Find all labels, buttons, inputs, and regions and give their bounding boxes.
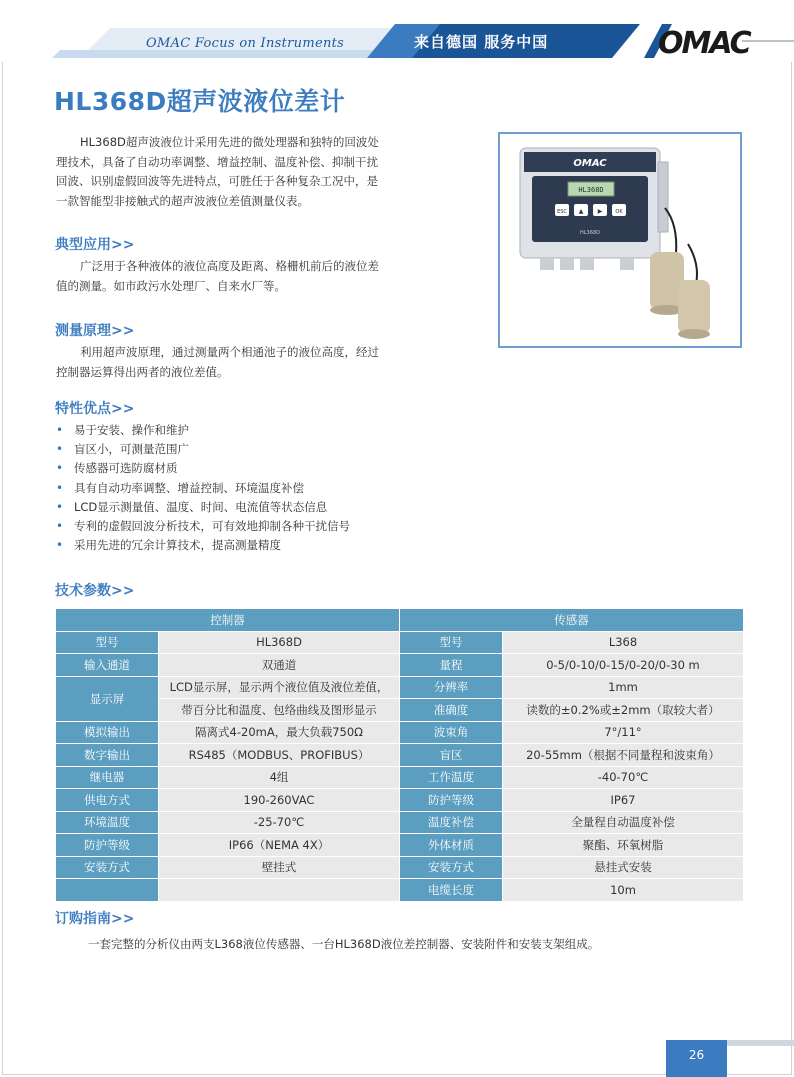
table-row: [56, 699, 744, 722]
intro-line: 理技术，具备了自动功率调整、增益控制、温度补偿、抑制干扰: [56, 154, 378, 169]
table-row: [56, 856, 744, 879]
svg-text:OMAC: OMAC: [658, 26, 750, 61]
feature-text: 传感器可选防腐材质: [74, 461, 178, 476]
sensor-value: 0-5/0-10/0-15/0-20/0-30 m: [503, 654, 744, 677]
omac-logo: [640, 20, 750, 61]
controller-value: 190-260VAC: [159, 789, 400, 812]
key-ok: OK: [615, 209, 623, 215]
feature-item: [56, 536, 476, 555]
sensor-label: 准确度: [400, 699, 503, 722]
applications-line: 广泛用于各种液体的液位高度及距离、格栅机前后的液位差: [80, 259, 379, 273]
table-row: [56, 631, 744, 654]
feature-item: [56, 440, 476, 459]
controller-value: HL368D: [159, 631, 400, 654]
sensor-value: 读数的±0.2%或±2mm（取较大者）: [503, 699, 744, 722]
intro-line: HL368D超声波液位计采用先进的微处理器和独特的回波处: [80, 135, 379, 149]
key-right: ▶: [597, 208, 603, 215]
table-row: [56, 811, 744, 834]
feature-text: 采用先进的冗余计算技术，提高测量精度: [74, 538, 281, 553]
intro-line: 一款智能型非接触式的超声波液位差值测量仪表。: [56, 193, 309, 208]
feature-text: 盲区小，可测量范围广: [74, 442, 189, 457]
controller-label: 模拟输出: [56, 721, 159, 744]
device-model-label: HL368D: [580, 230, 600, 236]
applications-heading: 典型应用>>: [55, 237, 135, 253]
sensor-label: 盲区: [400, 744, 503, 767]
sensor-label: 量程: [400, 654, 503, 677]
sensor-value: 悬挂式安装: [503, 856, 744, 879]
order-heading: 订购指南>>: [55, 911, 135, 927]
device-display-text: HL368D: [578, 186, 604, 194]
sensor-label: 安装方式: [400, 856, 503, 879]
controller-label: 型号: [56, 631, 159, 654]
product-illustration: [500, 134, 740, 346]
feature-text: LCD显示测量值、温度、时间、电流值等状态信息: [74, 499, 328, 514]
controller-value: 双通道: [159, 654, 400, 677]
table-row: [56, 676, 744, 699]
feature-item: [56, 459, 476, 478]
bullet-icon: •: [56, 538, 64, 553]
feature-item: [56, 421, 476, 440]
key-up: ▲: [578, 208, 584, 215]
controller-label: 输入通道: [56, 654, 159, 677]
feature-text: 具有自动功率调整、增益控制、环境温度补偿: [74, 480, 304, 495]
controller-value: RS485（MODBUS、PROFIBUS）: [159, 744, 400, 767]
principle-line: 利用超声波原理，通过测量两个相通池子的液位高度，经过: [80, 345, 379, 359]
page-title: HL368D超声波液位差计: [54, 87, 346, 116]
bullet-icon: •: [56, 442, 64, 457]
header-tagline: 来自德国 服务中国: [414, 33, 549, 51]
specs-header-row: [56, 609, 744, 632]
sensor-label: 防护等级: [400, 789, 503, 812]
controller-label: [56, 879, 159, 902]
principle-line: 控制器运算得出两者的液位差值。: [56, 364, 229, 379]
order-text: 一套完整的分析仪由两支L368液位传感器、一台HL368D液位差控制器、安装附件和安装支架组成。: [88, 937, 600, 951]
sensor-label: 外体材质: [400, 834, 503, 857]
controller-value: -25-70℃: [159, 811, 400, 834]
specs-table: [55, 608, 744, 902]
sensor-label: 分辨率: [400, 676, 503, 699]
bullet-icon: •: [56, 518, 64, 533]
sensor-label: 工作温度: [400, 766, 503, 789]
sensor-label: 波束角: [400, 721, 503, 744]
sensor-value: 7°/11°: [503, 721, 744, 744]
controller-label: 数字输出: [56, 744, 159, 767]
controller-label: 继电器: [56, 766, 159, 789]
sensor-value: 1mm: [503, 676, 744, 699]
bullet-icon: •: [56, 480, 64, 495]
controller-header: 控制器: [56, 609, 400, 632]
sensor-label: 电缆长度: [400, 879, 503, 902]
controller-label: 防护等级: [56, 834, 159, 857]
controller-value: 4组: [159, 766, 400, 789]
corner-bar: [727, 1040, 794, 1046]
controller-label: 供电方式: [56, 789, 159, 812]
features-list: [56, 421, 476, 555]
sensor-header: 传感器: [400, 609, 744, 632]
controller-value: 隔离式4-20mA，最大负载750Ω: [159, 721, 400, 744]
bullet-icon: •: [56, 423, 64, 437]
key-esc: ESC: [557, 209, 567, 215]
applications-line: 值的测量。如市政污水处理厂、自来水厂等。: [56, 278, 286, 293]
feature-text: 专利的虚假回波分析技术，可有效地抑制各种干扰信号: [74, 518, 350, 533]
controller-value: 带百分比和温度、包络曲线及图形显示: [159, 699, 400, 722]
sensor-value: L368: [503, 631, 744, 654]
table-row: [56, 879, 744, 902]
table-row: [56, 654, 744, 677]
applications-paragraph: [56, 257, 476, 296]
specs-heading: 技术参数>>: [55, 583, 135, 599]
sensor-value: 10m: [503, 879, 744, 902]
table-row: [56, 834, 744, 857]
sensor-label: 型号: [400, 631, 503, 654]
product-photo: [498, 132, 742, 348]
sensor-value: -40-70℃: [503, 766, 744, 789]
principle-heading: 测量原理>>: [55, 323, 135, 339]
table-row: [56, 789, 744, 812]
intro-paragraph: [56, 133, 476, 211]
table-row: [56, 744, 744, 767]
controller-value: LCD显示屏，显示两个液位值及液位差值，: [159, 676, 400, 699]
table-row: [56, 721, 744, 744]
sensor-label: 温度补偿: [400, 811, 503, 834]
page-number: 26: [688, 1048, 705, 1062]
device-logo: OMAC: [573, 158, 607, 169]
sensor-value: 全量程自动温度补偿: [503, 811, 744, 834]
feature-item: [56, 479, 476, 498]
table-row: [56, 766, 744, 789]
principle-paragraph: [56, 343, 476, 382]
bullet-icon: •: [56, 499, 64, 514]
controller-label: 安装方式: [56, 856, 159, 879]
controller-label: 显示屏: [56, 676, 159, 721]
features-heading: 特性优点>>: [55, 401, 135, 417]
sensor-value: 聚酯、环氧树脂: [503, 834, 744, 857]
controller-value: IP66（NEMA 4X）: [159, 834, 400, 857]
header-slogan: OMAC Focus on Instruments: [146, 36, 345, 51]
controller-value: [159, 879, 400, 902]
bullet-icon: •: [56, 461, 64, 476]
feature-item: [56, 517, 476, 536]
intro-line: 回波、识别虚假回波等先进特点，可胜任于各种复杂工况中，是: [56, 174, 378, 188]
sensor-value: 20-55mm（根据不同量程和波束角）: [503, 744, 744, 767]
feature-text: 易于安装、操作和维护: [74, 423, 189, 437]
controller-value: 壁挂式: [159, 856, 400, 879]
controller-label: 环境温度: [56, 811, 159, 834]
feature-item: [56, 498, 476, 517]
sensor-value: IP67: [503, 789, 744, 812]
